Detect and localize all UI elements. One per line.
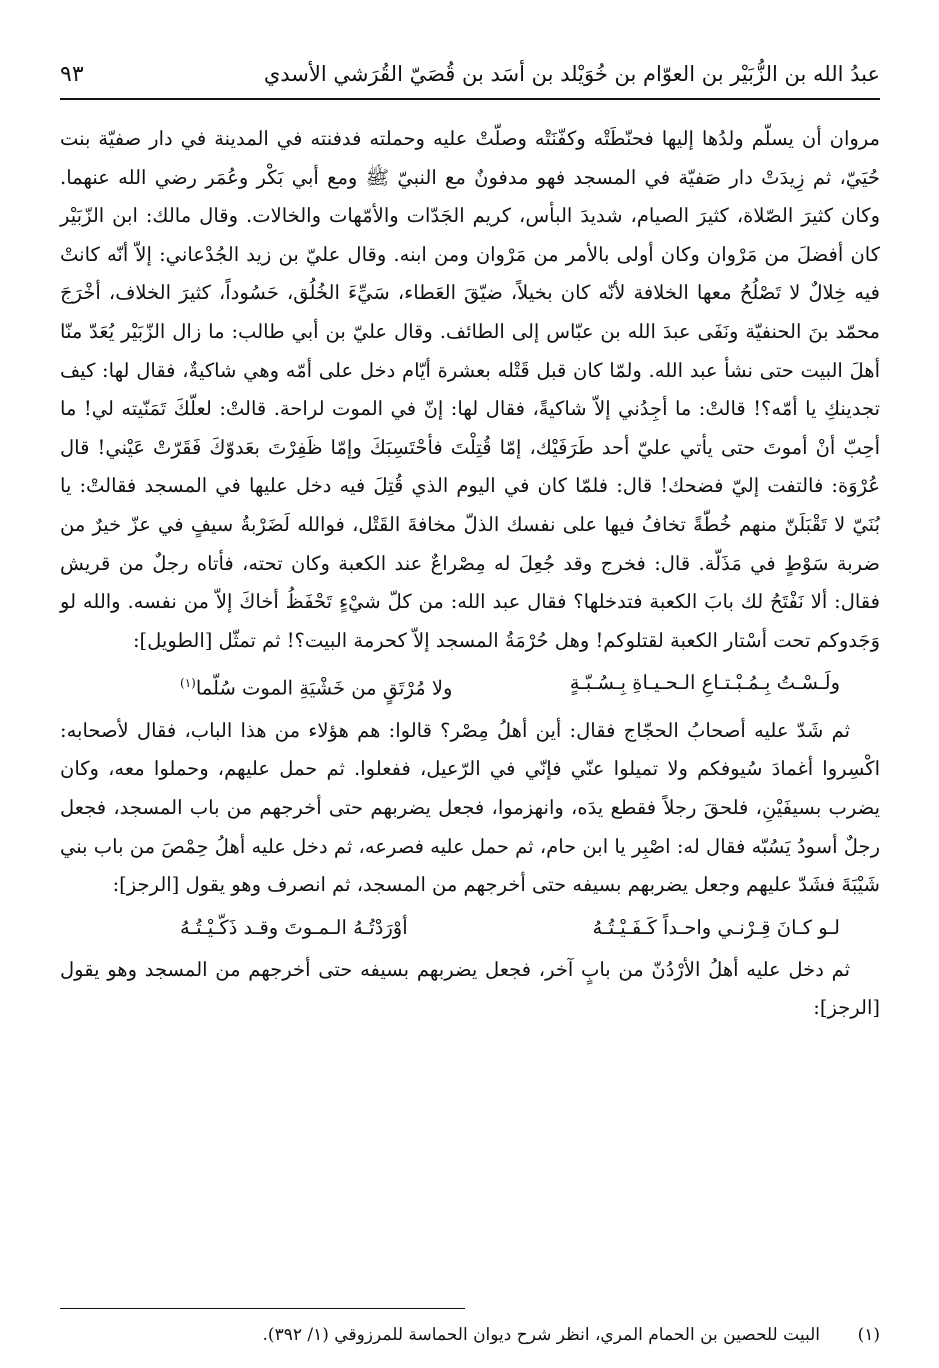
footnote-marker: (١) bbox=[180, 676, 196, 691]
header-rule bbox=[60, 98, 880, 100]
page-number: ٩٣ bbox=[60, 61, 84, 87]
paragraph-3: ثم دخل عليه أهلُ الأرْدُنّ من بابٍ آخر، فجعل يضربهم بسيفه حتى أخرجهم من المسجد وهو يقول [الرجز]: bbox=[60, 957, 880, 1020]
book-page bbox=[60, 40, 880, 1345]
verse-2 bbox=[60, 905, 880, 951]
footnote-number: (١) bbox=[857, 1325, 880, 1345]
verse-1 bbox=[60, 660, 880, 712]
paragraph-2: ثم شَدّ عليه أصحابُ الحجّاج فقال: أين أهلُ مِصْر؟ قالوا: هم هؤلاء من هذا الباب، فقال لأصحابه: اكْسِروا أغمادَ سُيوفكم ولا تميلوا عنّي فإنّي في الرّعيل، ففعلوا. ثم حمل عليهم، وحملوا معه، وكان يضرب بسيفَيْنِ، فلحقَ رجلاً فقطع يدَه، وانهزموا، فجعل يضربهم حتى أخرجهم من باب المسجد، فجعل رجلٌ أسودُ يَسُبّه فقال له: اصْبِر يا ابن حام، ثم حمل عليه فصرعه، ثم دخل عليه أهلُ حِمْصَ من باب بني شَيْبَةَ فشَدّ عليهم وجعل يضربهم بسيفه حتى أخرجهم من المسجد، ثم انصرف وهو يقول [الرجز]: bbox=[60, 718, 880, 897]
body-text bbox=[60, 120, 880, 1028]
paragraph-1: مروان أن يسلّم ولدُها إليها فحنّطَتْه وكفّنَتْه وصلّتْ عليه وحملته فدفنته في المدينة في دار صفيّة بنت حُيَيّ، ثم زِيدَتْ دار صَفيّة في المسجد فهو مدفونٌ مع النبيّ ﷺ ومع أبي بَكْر وعُمَر رضي الله عنهما. وكان كثيرَ الصّلاة، كثيرَ الصيام، شديدَ البأس، كريم الجَدّات والأمّهات والخالات. وقال مالك: ابن الزّبَيْر كان أفضلَ من مَرْوان وكان أولى بالأمر من مَرْوان ومن ابنه. وقال عليّ بن زيد الجُدْعاني: إلاّ أنّه كانتْ فيه خِلالٌ لا تَصْلُحُ معها الخلافة لأنّه كان بخيلاً، ضيّقَ العَطاء، سَيِّءَ الخُلُق، حَسُوداً، كثيرَ الخلاف، أخْرَجَ محمّد بنَ الحنفيّة ونَفَى عبدَ الله بن عبّاس إلى الطائف. وقال عليّ بن أبي طالب: ما زال الزّبَيْر يُعَدّ منّا أهلَ البيت حتى نشأ عبد الله. ولمّا كان قبل قَتْله بعشرة أيّام دخل على أمّه وهي شاكيةٌ، فقال لها: كيف تجدينكِ يا أمّه؟! قالتْ: ما أجِدُني إلاّ شاكيةً، فقال لها: إنّ في الموت لراحة. قالتْ: لعلّكَ تَمَنّيته لي! ما أحِبّ أنْ أموتَ حتى يأتي عليّ أحد طَرَفَيْك، إمّا قُتِلْتَ فأحْتَسِبَكَ وإمّا ظَفِرْتَ بعَدوّكَ فَقَرّتْ عَيْني! قال عُرْوَة: فالتفت إليّ فضحك! قال: فلمّا كان في اليوم الذي قُتِلَ فيه دخل عليها في المسجد فقالتْ: يا بُنَيّ لا تَقْبَلَنّ منهم خُطّةً تخافُ فيها على نفسك الذلّ مخافةَ القَتْل، فوالله لَضَرْبةُ سيفٍ في عزّ خيرٌ من ضربة سَوْطٍ في مَذَلّة. قال: فخرج وقد جُعِلَ له مِصْراعٌ عند الكعبة وكان تحته، فأتاه رجلٌ من قريش فقال: ألا نَفْتَحُ لك بابَ الكعبة فتدخلها؟ فقال عبد الله: من كلّ شيْءٍ تَحْفَظُ أخاكَ إلاّ من نفسه. والله لو وَجَدوكم تحت أسْتار الكعبة لقتلوكم! وهل حُرْمَةُ المسجد إلاّ كحرمة البيت؟! ثم تمثّل [الطويل]: bbox=[60, 127, 880, 652]
running-title: عبدُ الله بن الزُّبَيْر بن العوّام بن خُوَيْلد بن أسَد بن قُصَيّ القُرَشي الأسدي bbox=[263, 62, 880, 86]
page-header bbox=[60, 52, 880, 96]
footnote-rule bbox=[60, 1308, 465, 1309]
verse-1-second-text: ولا مُرْتَقٍ من خَشْيَةِ الموت سُلّما bbox=[195, 676, 453, 700]
footnote-text: البيت للحصين بن الحمام المري، انظر شرح ديوان الحماسة للمرزوقي (١/ ٣٩٢). bbox=[262, 1325, 820, 1345]
footnote bbox=[60, 1322, 880, 1348]
verse-2-second-hemistich: أوْرَدْتُـهُ الـمـوتَ وقـد ذَكّـيْـتُـهُ bbox=[180, 915, 408, 939]
verse-1-second-hemistich bbox=[180, 660, 452, 712]
verse-2-first-hemistich: لـو كـانَ قِـرْنـي واحـداً كَـفَـيْـتُـهُ bbox=[592, 915, 840, 939]
verse-1-first-hemistich: ولَـسْـتُ بِـمُـبْـتـاعِ الـحـيـاةِ بِـسُـبّـةٍ bbox=[569, 671, 840, 695]
